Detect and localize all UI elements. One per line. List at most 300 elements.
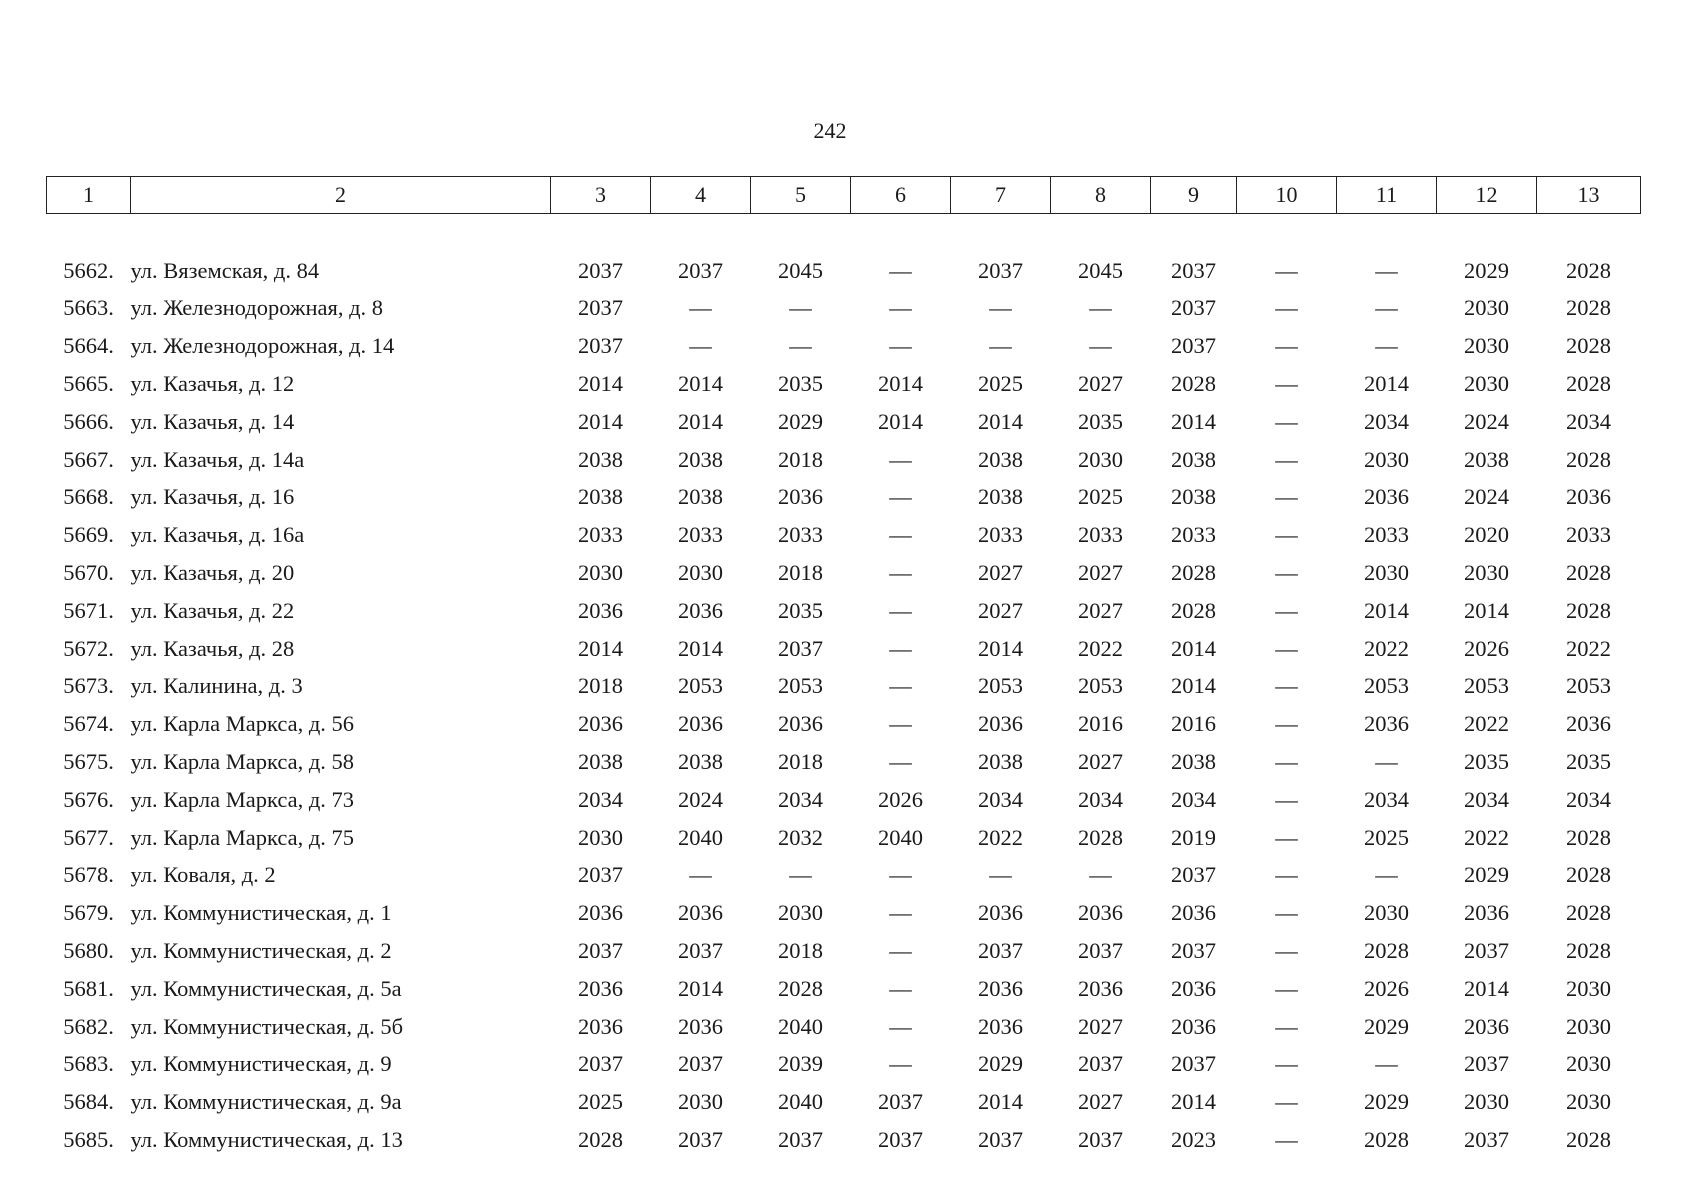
year-cell: — bbox=[889, 635, 912, 661]
year-cell: — bbox=[1275, 522, 1298, 548]
year-cell: 2014 bbox=[1464, 975, 1509, 1001]
row-number: 5668. bbox=[63, 484, 114, 510]
year-cell: 2030 bbox=[678, 1089, 723, 1115]
year-cell: 2028 bbox=[778, 975, 823, 1001]
year-cell: 2018 bbox=[778, 749, 823, 775]
year-cell: 2025 bbox=[578, 1089, 623, 1115]
year-cell: 2014 bbox=[978, 635, 1023, 661]
year-cell: 2037 bbox=[578, 257, 623, 283]
year-cell: 2018 bbox=[578, 673, 623, 699]
year-cell: 2037 bbox=[978, 257, 1023, 283]
year-cell: — bbox=[1089, 862, 1112, 888]
year-cell: 2014 bbox=[978, 408, 1023, 434]
year-cell: 2033 bbox=[1171, 522, 1216, 548]
year-cell: 2028 bbox=[1566, 597, 1611, 623]
year-cell: 2023 bbox=[1171, 1127, 1216, 1153]
year-cell: 2038 bbox=[978, 484, 1023, 510]
year-cell: — bbox=[1275, 1013, 1298, 1039]
year-cell: 2026 bbox=[878, 786, 923, 812]
year-cell: 2038 bbox=[978, 749, 1023, 775]
year-cell: 2037 bbox=[978, 938, 1023, 964]
year-cell: 2039 bbox=[778, 1051, 823, 1077]
year-cell: 2034 bbox=[978, 786, 1023, 812]
year-cell: 2014 bbox=[1364, 371, 1409, 397]
header-row bbox=[47, 177, 1641, 214]
year-cell: 2030 bbox=[1364, 446, 1409, 472]
year-cell: 2033 bbox=[778, 522, 823, 548]
year-cell: 2038 bbox=[678, 484, 723, 510]
year-cell: 2035 bbox=[778, 597, 823, 623]
year-cell: 2033 bbox=[1364, 522, 1409, 548]
column-header-7: 7 bbox=[951, 177, 1051, 214]
year-cell: 2019 bbox=[1171, 824, 1216, 850]
year-cell: — bbox=[789, 295, 812, 321]
year-cell: — bbox=[1275, 484, 1298, 510]
year-cell: 2045 bbox=[1078, 257, 1123, 283]
year-cell: 2038 bbox=[578, 446, 623, 472]
year-cell: 2034 bbox=[1566, 408, 1611, 434]
table-row bbox=[47, 781, 1641, 819]
year-cell: 2037 bbox=[1078, 1051, 1123, 1077]
year-cell: 2053 bbox=[778, 673, 823, 699]
year-cell: 2030 bbox=[1464, 560, 1509, 586]
year-cell: 2036 bbox=[1566, 484, 1611, 510]
row-number: 5677. bbox=[63, 824, 114, 850]
column-header-8: 8 bbox=[1051, 177, 1151, 214]
year-cell: 2037 bbox=[678, 1051, 723, 1077]
address-cell: ул. Казачья, д. 14а bbox=[130, 446, 305, 472]
table-row bbox=[47, 252, 1641, 290]
year-cell: 2033 bbox=[978, 522, 1023, 548]
year-cell: 2034 bbox=[1464, 786, 1509, 812]
row-number: 5685. bbox=[63, 1127, 114, 1153]
year-cell: 2028 bbox=[1078, 824, 1123, 850]
year-cell: 2053 bbox=[978, 673, 1023, 699]
year-cell: 2029 bbox=[1364, 1089, 1409, 1115]
table-row bbox=[47, 365, 1641, 403]
address-cell: ул. Железнодорожная, д. 8 bbox=[130, 295, 384, 321]
year-cell: 2037 bbox=[1171, 938, 1216, 964]
year-cell: 2040 bbox=[878, 824, 923, 850]
year-cell: — bbox=[1375, 1051, 1398, 1077]
year-cell: 2037 bbox=[1171, 1051, 1216, 1077]
year-cell: 2036 bbox=[1464, 1013, 1509, 1039]
table-row bbox=[47, 554, 1641, 592]
year-cell: 2036 bbox=[578, 975, 623, 1001]
year-cell: — bbox=[1275, 938, 1298, 964]
address-cell: ул. Железнодорожная, д. 14 bbox=[130, 333, 395, 359]
row-number: 5674. bbox=[63, 711, 114, 737]
year-cell: — bbox=[1275, 711, 1298, 737]
column-header-12: 12 bbox=[1437, 177, 1537, 214]
year-cell: — bbox=[1375, 333, 1398, 359]
year-cell: 2030 bbox=[678, 560, 723, 586]
year-cell: 2053 bbox=[1364, 673, 1409, 699]
year-cell: 2034 bbox=[1078, 786, 1123, 812]
year-cell: 2035 bbox=[1464, 749, 1509, 775]
address-cell: ул. Карла Маркса, д. 75 bbox=[130, 824, 355, 850]
year-cell: 2028 bbox=[1566, 900, 1611, 926]
year-cell: 2037 bbox=[978, 1127, 1023, 1153]
year-cell: — bbox=[989, 862, 1012, 888]
year-cell: — bbox=[889, 975, 912, 1001]
year-cell: 2037 bbox=[778, 635, 823, 661]
year-cell: 2037 bbox=[578, 938, 623, 964]
year-cell: 2030 bbox=[578, 824, 623, 850]
year-cell: — bbox=[1275, 862, 1298, 888]
year-cell: 2034 bbox=[1566, 786, 1611, 812]
address-cell: ул. Казачья, д. 20 bbox=[130, 560, 295, 586]
year-cell: 2038 bbox=[578, 749, 623, 775]
year-cell: — bbox=[1275, 560, 1298, 586]
year-cell: — bbox=[889, 1051, 912, 1077]
year-cell: 2014 bbox=[578, 371, 623, 397]
year-cell: 2053 bbox=[1464, 673, 1509, 699]
row-number: 5670. bbox=[63, 560, 114, 586]
table-row bbox=[47, 1008, 1641, 1046]
year-cell: — bbox=[689, 295, 712, 321]
year-cell: 2035 bbox=[1566, 749, 1611, 775]
year-cell: 2014 bbox=[1171, 635, 1216, 661]
year-cell: 2014 bbox=[578, 635, 623, 661]
year-cell: 2033 bbox=[1078, 522, 1123, 548]
column-header-10: 10 bbox=[1237, 177, 1337, 214]
year-cell: 2036 bbox=[1171, 975, 1216, 1001]
year-cell: 2037 bbox=[1078, 938, 1123, 964]
year-cell: 2038 bbox=[1464, 446, 1509, 472]
year-cell: — bbox=[889, 484, 912, 510]
address-cell: ул. Коммунистическая, д. 5а bbox=[130, 975, 402, 1001]
year-cell: 2036 bbox=[678, 711, 723, 737]
year-cell: 2037 bbox=[878, 1089, 923, 1115]
column-header-3: 3 bbox=[551, 177, 651, 214]
year-cell: 2030 bbox=[1464, 371, 1509, 397]
year-cell: 2018 bbox=[778, 560, 823, 586]
year-cell: — bbox=[889, 673, 912, 699]
year-cell: 2053 bbox=[678, 673, 723, 699]
table-row bbox=[47, 441, 1641, 479]
year-cell: — bbox=[1275, 333, 1298, 359]
column-header-9: 9 bbox=[1151, 177, 1237, 214]
year-cell: 2037 bbox=[578, 862, 623, 888]
year-cell: 2033 bbox=[1566, 522, 1611, 548]
row-number: 5671. bbox=[63, 597, 114, 623]
row-number: 5675. bbox=[63, 749, 114, 775]
register-table bbox=[46, 176, 1641, 1159]
year-cell: 2037 bbox=[678, 938, 723, 964]
year-cell: 2037 bbox=[578, 295, 623, 321]
year-cell: 2028 bbox=[1566, 371, 1611, 397]
year-cell: 2016 bbox=[1171, 711, 1216, 737]
year-cell: 2018 bbox=[778, 446, 823, 472]
year-cell: 2029 bbox=[1364, 1013, 1409, 1039]
year-cell: 2034 bbox=[778, 786, 823, 812]
table-row bbox=[47, 630, 1641, 668]
year-cell: 2037 bbox=[1464, 1127, 1509, 1153]
year-cell: 2027 bbox=[1078, 371, 1123, 397]
year-cell: — bbox=[1275, 749, 1298, 775]
year-cell: — bbox=[889, 446, 912, 472]
year-cell: — bbox=[1375, 295, 1398, 321]
year-cell: — bbox=[1275, 1051, 1298, 1077]
table-row bbox=[47, 894, 1641, 932]
year-cell: 2027 bbox=[1078, 1089, 1123, 1115]
year-cell: — bbox=[1275, 1089, 1298, 1115]
year-cell: — bbox=[1375, 749, 1398, 775]
row-number: 5673. bbox=[63, 673, 114, 699]
year-cell: — bbox=[1275, 635, 1298, 661]
column-header-4: 4 bbox=[651, 177, 751, 214]
year-cell: — bbox=[889, 597, 912, 623]
year-cell: 2025 bbox=[1078, 484, 1123, 510]
row-number: 5680. bbox=[63, 938, 114, 964]
year-cell: 2027 bbox=[978, 597, 1023, 623]
year-cell: 2018 bbox=[778, 938, 823, 964]
year-cell: 2038 bbox=[678, 446, 723, 472]
table-row bbox=[47, 705, 1641, 743]
year-cell: 2030 bbox=[1464, 333, 1509, 359]
year-cell: — bbox=[1089, 333, 1112, 359]
year-cell: 2026 bbox=[1364, 975, 1409, 1001]
year-cell: 2034 bbox=[578, 786, 623, 812]
year-cell: 2038 bbox=[1171, 446, 1216, 472]
year-cell: 2014 bbox=[1171, 673, 1216, 699]
table-row bbox=[47, 819, 1641, 857]
year-cell: 2037 bbox=[778, 1127, 823, 1153]
year-cell: — bbox=[889, 522, 912, 548]
year-cell: 2022 bbox=[1464, 824, 1509, 850]
year-cell: 2028 bbox=[1171, 597, 1216, 623]
year-cell: — bbox=[689, 862, 712, 888]
year-cell: 2029 bbox=[1464, 257, 1509, 283]
address-cell: ул. Карла Маркса, д. 58 bbox=[130, 749, 355, 775]
year-cell: — bbox=[1275, 786, 1298, 812]
year-cell: 2014 bbox=[678, 371, 723, 397]
year-cell: 2030 bbox=[1364, 900, 1409, 926]
year-cell: 2014 bbox=[1364, 597, 1409, 623]
address-cell: ул. Коммунистическая, д. 13 bbox=[130, 1127, 403, 1153]
year-cell: — bbox=[1275, 597, 1298, 623]
year-cell: 2053 bbox=[1078, 673, 1123, 699]
year-cell: 2014 bbox=[978, 1089, 1023, 1115]
year-cell: 2028 bbox=[1364, 1127, 1409, 1153]
year-cell: 2038 bbox=[678, 749, 723, 775]
year-cell: 2030 bbox=[1464, 1089, 1509, 1115]
year-cell: 2037 bbox=[578, 333, 623, 359]
address-cell: ул. Коммунистическая, д. 9 bbox=[130, 1051, 392, 1077]
year-cell: 2022 bbox=[1566, 635, 1611, 661]
year-cell: 2014 bbox=[878, 371, 923, 397]
year-cell: — bbox=[1275, 975, 1298, 1001]
column-header-5: 5 bbox=[751, 177, 851, 214]
year-cell: 2022 bbox=[1464, 711, 1509, 737]
year-cell: 2030 bbox=[1464, 295, 1509, 321]
year-cell: — bbox=[889, 257, 912, 283]
row-number: 5663. bbox=[63, 295, 114, 321]
address-cell: ул. Карла Маркса, д. 73 bbox=[130, 786, 355, 812]
address-cell: ул. Коммунистическая, д. 5б bbox=[130, 1013, 404, 1039]
year-cell: — bbox=[1089, 295, 1112, 321]
year-cell: 2036 bbox=[1171, 1013, 1216, 1039]
row-number: 5681. bbox=[63, 975, 114, 1001]
year-cell: 2036 bbox=[978, 711, 1023, 737]
table-row bbox=[47, 668, 1641, 706]
table-row bbox=[47, 1046, 1641, 1084]
year-cell: — bbox=[889, 900, 912, 926]
year-cell: 2029 bbox=[778, 408, 823, 434]
table-row bbox=[47, 290, 1641, 328]
row-number: 5665. bbox=[63, 371, 114, 397]
year-cell: — bbox=[689, 333, 712, 359]
year-cell: — bbox=[1375, 257, 1398, 283]
year-cell: 2036 bbox=[1464, 900, 1509, 926]
year-cell: 2025 bbox=[978, 371, 1023, 397]
table-row bbox=[47, 403, 1641, 441]
year-cell: 2022 bbox=[1364, 635, 1409, 661]
row-number: 5676. bbox=[63, 786, 114, 812]
year-cell: 2036 bbox=[678, 1013, 723, 1039]
address-cell: ул. Вяземская, д. 84 bbox=[130, 257, 320, 283]
address-cell: ул. Коваля, д. 2 bbox=[130, 862, 276, 888]
year-cell: 2014 bbox=[678, 975, 723, 1001]
year-cell: 2036 bbox=[1078, 975, 1123, 1001]
row-number: 5667. bbox=[63, 446, 114, 472]
year-cell: 2040 bbox=[778, 1013, 823, 1039]
year-cell: 2028 bbox=[1171, 371, 1216, 397]
row-number: 5672. bbox=[63, 635, 114, 661]
column-header-11: 11 bbox=[1337, 177, 1437, 214]
page-number: 242 bbox=[813, 118, 847, 143]
year-cell: 2034 bbox=[1171, 786, 1216, 812]
year-cell: 2027 bbox=[1078, 749, 1123, 775]
table-body bbox=[47, 214, 1641, 1159]
year-cell: — bbox=[1275, 824, 1298, 850]
year-cell: 2028 bbox=[1364, 938, 1409, 964]
year-cell: 2032 bbox=[778, 824, 823, 850]
year-cell: 2036 bbox=[578, 1013, 623, 1039]
year-cell: 2016 bbox=[1078, 711, 1123, 737]
year-cell: — bbox=[889, 862, 912, 888]
address-cell: ул. Казачья, д. 12 bbox=[130, 371, 295, 397]
year-cell: — bbox=[889, 711, 912, 737]
year-cell: 2030 bbox=[1566, 1051, 1611, 1077]
spacer-row bbox=[47, 214, 1641, 252]
year-cell: 2024 bbox=[1464, 484, 1509, 510]
address-cell: ул. Коммунистическая, д. 2 bbox=[130, 938, 392, 964]
address-cell: ул. Казачья, д. 14 bbox=[130, 408, 295, 434]
year-cell: 2014 bbox=[878, 408, 923, 434]
address-cell: ул. Карла Маркса, д. 56 bbox=[130, 711, 355, 737]
column-header-2: 2 bbox=[131, 177, 551, 214]
table-row bbox=[47, 479, 1641, 517]
year-cell: 2038 bbox=[978, 446, 1023, 472]
year-cell: 2037 bbox=[578, 1051, 623, 1077]
year-cell: 2036 bbox=[578, 711, 623, 737]
year-cell: 2027 bbox=[978, 560, 1023, 586]
year-cell: 2028 bbox=[1566, 333, 1611, 359]
year-cell: 2014 bbox=[678, 408, 723, 434]
year-cell: 2030 bbox=[1566, 975, 1611, 1001]
year-cell: 2045 bbox=[778, 257, 823, 283]
year-cell: 2036 bbox=[978, 900, 1023, 926]
address-cell: ул. Казачья, д. 22 bbox=[130, 597, 295, 623]
address-cell: ул. Коммунистическая, д. 9а bbox=[130, 1089, 402, 1115]
year-cell: 2033 bbox=[578, 522, 623, 548]
year-cell: 2036 bbox=[1171, 900, 1216, 926]
year-cell: 2025 bbox=[1364, 824, 1409, 850]
year-cell: 2034 bbox=[1364, 786, 1409, 812]
row-number: 5684. bbox=[63, 1089, 114, 1115]
year-cell: 2014 bbox=[678, 635, 723, 661]
year-cell: 2037 bbox=[1171, 257, 1216, 283]
address-cell: ул. Казачья, д. 28 bbox=[130, 635, 295, 661]
year-cell: 2030 bbox=[1078, 446, 1123, 472]
year-cell: 2037 bbox=[1171, 333, 1216, 359]
year-cell: 2036 bbox=[978, 975, 1023, 1001]
year-cell: 2029 bbox=[978, 1051, 1023, 1077]
year-cell: — bbox=[789, 333, 812, 359]
table-row bbox=[47, 1083, 1641, 1121]
year-cell: 2030 bbox=[1566, 1089, 1611, 1115]
row-number: 5679. bbox=[63, 900, 114, 926]
year-cell: 2038 bbox=[1171, 484, 1216, 510]
year-cell: — bbox=[1375, 862, 1398, 888]
year-cell: — bbox=[889, 560, 912, 586]
year-cell: — bbox=[1275, 446, 1298, 472]
year-cell: — bbox=[989, 333, 1012, 359]
year-cell: 2024 bbox=[1464, 408, 1509, 434]
year-cell: — bbox=[889, 295, 912, 321]
year-cell: 2033 bbox=[678, 522, 723, 548]
column-header-13: 13 bbox=[1537, 177, 1641, 214]
year-cell: — bbox=[1275, 371, 1298, 397]
row-number: 5683. bbox=[63, 1051, 114, 1077]
year-cell: 2036 bbox=[1078, 900, 1123, 926]
year-cell: — bbox=[889, 938, 912, 964]
year-cell: 2036 bbox=[1566, 711, 1611, 737]
row-number: 5662. bbox=[63, 257, 114, 283]
year-cell: 2036 bbox=[778, 711, 823, 737]
row-number: 5664. bbox=[63, 333, 114, 359]
year-cell: — bbox=[989, 295, 1012, 321]
year-cell: 2038 bbox=[578, 484, 623, 510]
year-cell: 2028 bbox=[1566, 257, 1611, 283]
year-cell: 2053 bbox=[1566, 673, 1611, 699]
year-cell: 2036 bbox=[1364, 711, 1409, 737]
year-cell: 2022 bbox=[1078, 635, 1123, 661]
year-cell: 2037 bbox=[1464, 938, 1509, 964]
address-cell: ул. Казачья, д. 16 bbox=[130, 484, 295, 510]
year-cell: 2034 bbox=[1364, 408, 1409, 434]
year-cell: 2040 bbox=[678, 824, 723, 850]
year-cell: 2014 bbox=[1464, 597, 1509, 623]
year-cell: 2036 bbox=[978, 1013, 1023, 1039]
year-cell: 2036 bbox=[1364, 484, 1409, 510]
table-row bbox=[47, 592, 1641, 630]
year-cell: 2028 bbox=[1566, 1127, 1611, 1153]
year-cell: 2036 bbox=[578, 900, 623, 926]
row-number: 5682. bbox=[63, 1013, 114, 1039]
year-cell: 2038 bbox=[1171, 749, 1216, 775]
year-cell: — bbox=[1275, 1127, 1298, 1153]
table-row bbox=[47, 1121, 1641, 1159]
table-row bbox=[47, 932, 1641, 970]
year-cell: — bbox=[889, 1013, 912, 1039]
address-cell: ул. Казачья, д. 16а bbox=[130, 522, 305, 548]
year-cell: 2028 bbox=[1566, 446, 1611, 472]
year-cell: 2028 bbox=[578, 1127, 623, 1153]
year-cell: 2027 bbox=[1078, 597, 1123, 623]
